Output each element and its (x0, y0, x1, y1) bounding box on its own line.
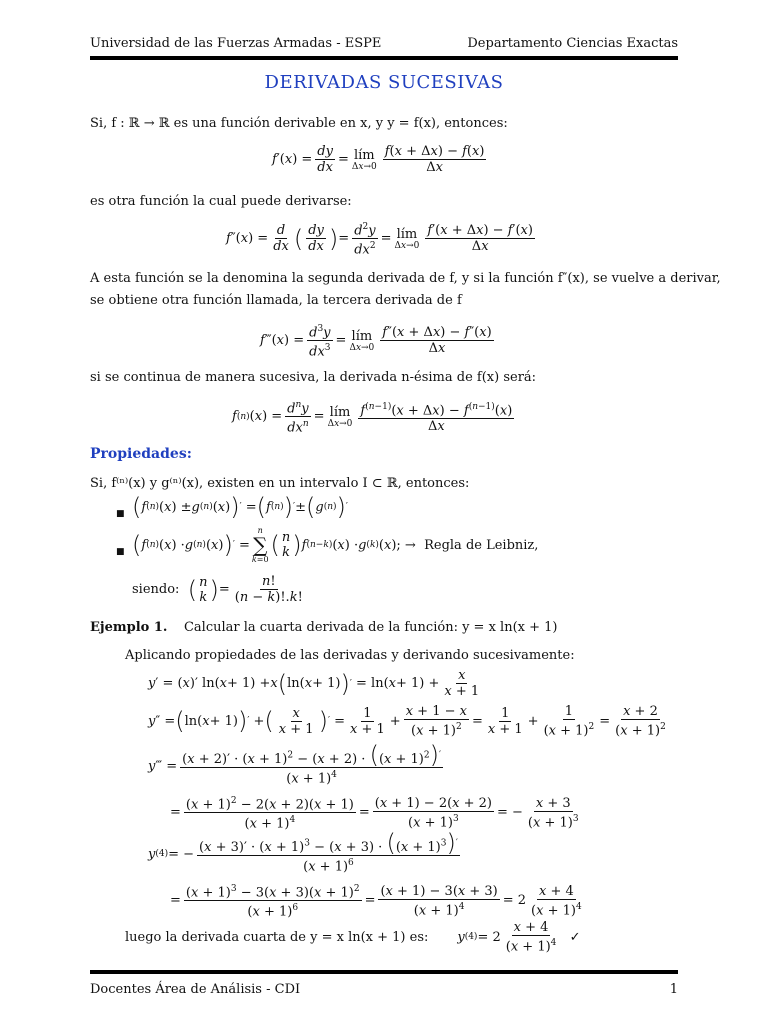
properties-intro: Si, f⁽ⁿ⁾(x) y g⁽ⁿ⁾(x), existen en un intervalo I ⊂ ℝ, entonces: (90, 476, 470, 491)
segunda-text-2: se obtiene otra función llamada, la tercera derivada de f (90, 293, 462, 308)
eq-second-derivative: f ″( x ) = $\frac{d}{dx}$ ( $\frac{dy}{dx}$ ) = $\frac{d^2y}{dx^2}$ = lím Δx→0 $\frac{f'(x + \Delta x) - f'(x)}{\Delta x}$ (226, 222, 533, 258)
page-number: 1 (669, 982, 678, 997)
footer-rule (90, 970, 678, 974)
header-left: Universidad de las Fuerzas Armadas - ESPE (90, 36, 382, 51)
example-text: Calcular la cuarta derivada de la función: y = x ln(x + 1) (183, 620, 558, 635)
page-footer (90, 982, 678, 997)
example-heading (90, 620, 557, 635)
sucesiva-text: si se continua de manera sucesiva, la derivada n-ésima de f(x) será: (90, 370, 537, 385)
header-right: Departamento Ciencias Exactas (467, 36, 678, 51)
header-rule (90, 56, 678, 60)
eq-binomial: siendo: ( n k ) = $\frac{n!}{(n - k)!.k!}$ (132, 574, 303, 605)
luego-text: luego la derivada cuarta de y = x ln(x + 1) es: (125, 929, 429, 945)
footer-left: Docentes Área de Análisis - CDI (90, 982, 301, 997)
properties-heading: Propiedades: (90, 446, 192, 462)
eq-y-fourth-simplified: = $\frac{(x + 1)^3 - 3(x + 3)(x + 1)^2}{(x + 1)^6}$ = $\frac{(x + 1) - 3(x + 3)}{(x + 1)^4}$ = 2 $\frac{x + 4}{(x + 1)^4}$ (170, 883, 582, 920)
eq-leibniz: ( f (n) ( x ) · g (n) ( x ) ) ′ = n ∑ k=0 ( n k ) f (n−k) ( x ) · g (k) ( x ); → Regla de Leibniz, (132, 526, 539, 564)
segunda-text-1: A esta función se la denomina la segunda derivada de f, y si la función f″(x), se vuelve a derivar, (90, 271, 721, 286)
eq-nth-derivative: f (n) ( x ) = $\frac{d^ny}{dx^n}$ = lím Δx→0 $\frac{f^{(n-1)}(x + \Delta x) - f^{(n-1)}(x)}{\Delta x}$ (232, 400, 513, 436)
page-title: DERIVADAS SUCESIVAS (264, 72, 504, 93)
bullet-icon: ■ (116, 509, 125, 519)
bullet-icon: ■ (116, 547, 125, 557)
eq-y-third-simplified: = $\frac{(x + 1)^2 - 2(x + 2)(x + 1)}{(x + 1)^4}$ = $\frac{(x + 1) - 2(x + 2)}{(x + 1)^3}$ = − $\frac{x + 3}{(x + 1)^3}$ (170, 795, 579, 832)
siendo-label: siendo: (132, 582, 180, 597)
eq-y-prime: y ′ = ( x )′ ln( x + 1) + x ( ln( x + 1) ) ′ = ln( x + 1) + $\frac{x}{x + 1}$ (148, 668, 480, 699)
page-header (90, 36, 678, 51)
example-label: Ejemplo 1. (90, 620, 168, 635)
leibniz-label: Regla de Leibniz, (424, 537, 539, 553)
intro-text: Si, f : ℝ → ℝ es una función derivable en x, y y = f(x), entonces: (90, 116, 508, 131)
eq-sum-rule: ( f (n) ( x ) ± g (n) ( x ) ) ′ = ( f (n) ) ′ ± ( g (n) ) ′ (132, 493, 348, 521)
aplicando-text: Aplicando propiedades de las derivadas y derivando sucesivamente: (125, 648, 575, 663)
eq-third-derivative: f ‴( x ) = $\frac{d^3y}{dx^3}$ = lím Δx→0 $\frac{f''(x + \Delta x) - f''(x)}{\Delta x}$ (260, 324, 492, 360)
conclusion-line: luego la derivada cuarta de y = x ln(x + 1) es: y (4) = 2 $\frac{x + 4}{(x + 1)^4}$ ✓ (125, 920, 581, 955)
eq-first-derivative: f ′( x ) = $\frac{dy}{dx}$ = lím Δx→0 $\frac{f(x + \Delta x) - f(x)}{\Delta x}$ (272, 144, 485, 175)
otra-text: es otra función la cual puede derivarse: (90, 194, 352, 209)
eq-y-second: y ″ = ( ln( x + 1) ) ′ + ( $\frac{x}{x + 1}$ ) ′ = $\frac{1}{x + 1}$ + $\frac{x + 1 - x}{(x + 1)^2}$ = $\frac{1}{x + 1}$ + $\frac{1}{(x + 1)^2}$ = $\frac{x + 2}{(x + 1)^2}$ (148, 704, 666, 739)
check-icon: ✓ (569, 929, 581, 945)
eq-y-fourth: y (4) = − $\frac{(x + 3)' \cdot (x + 1)^3 - (x + 3) \cdot ((x + 1)^3)'}{(x + 1)^6}$ (148, 829, 458, 875)
eq-y-third: y ‴ = $\frac{(x + 2)' \cdot (x + 1)^2 - (x + 2) \cdot ((x + 1)^2)'}{(x + 1)^4}$ (148, 741, 442, 787)
